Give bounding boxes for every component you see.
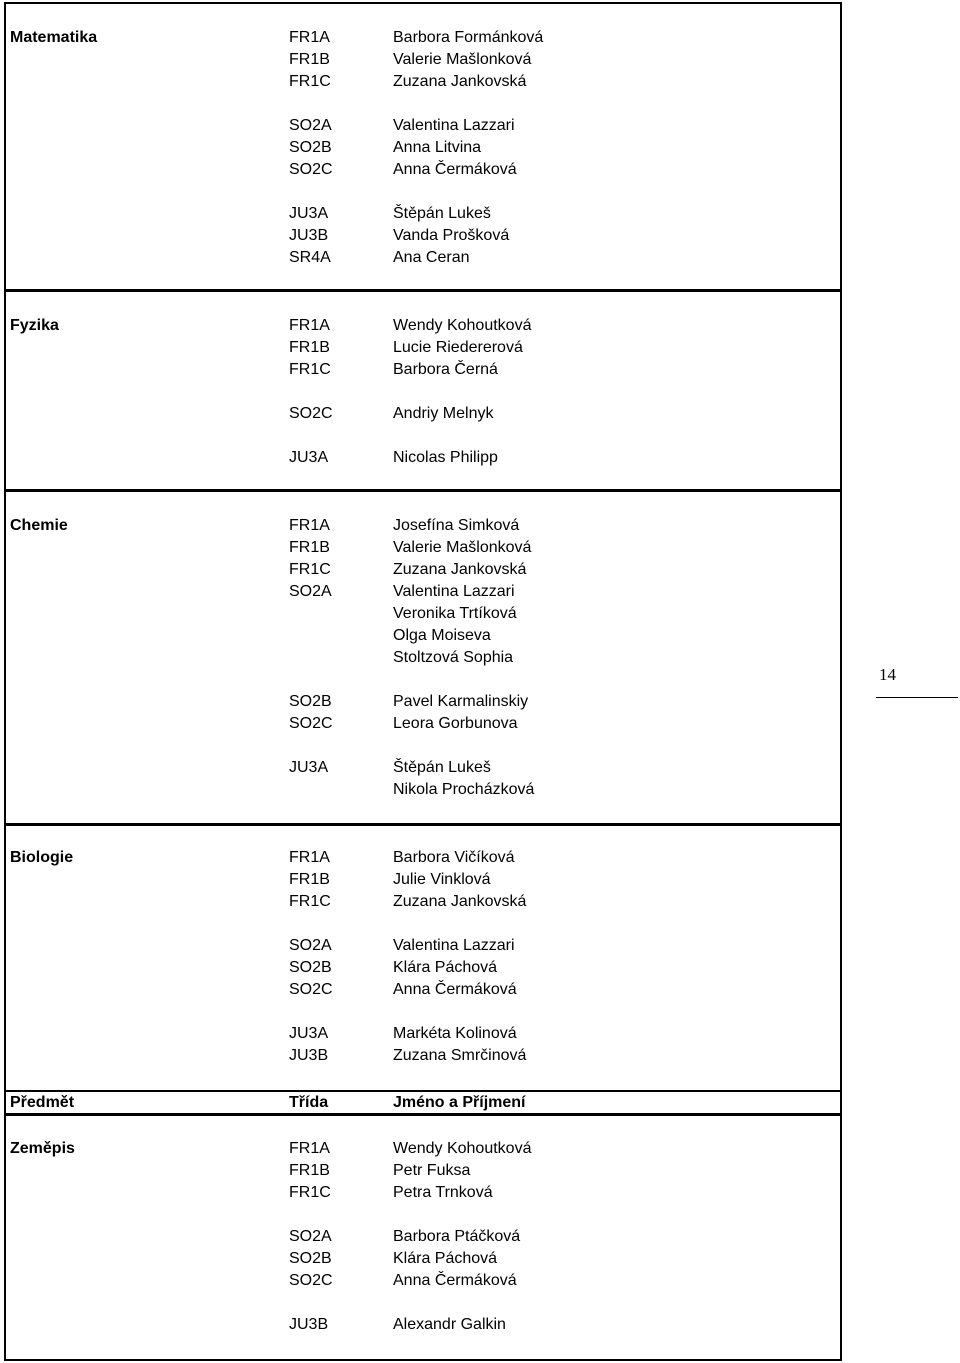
subject-matematika: Matematika: [10, 29, 98, 46]
class-fyzika-item: [289, 381, 333, 403]
name-zemepis-item: Petra Trnková: [393, 1184, 493, 1201]
class-fyzika-item: [289, 425, 333, 447]
class-zemepis-item: [289, 1292, 333, 1314]
name-matematika-item: Zuzana Jankovská: [393, 73, 527, 90]
name-matematika-item: Štěpán Lukeš: [393, 205, 491, 222]
page-number-rule: [876, 697, 958, 698]
name-chemie-item: Leora Gorbunova: [393, 715, 518, 732]
class-biologie-item: SO2A: [289, 937, 332, 954]
class-fyzika-item: JU3A: [289, 449, 329, 466]
name-chemie-item: [393, 669, 534, 691]
class-list-zemepis: [289, 1138, 333, 1336]
class-chemie-item: [289, 735, 333, 757]
name-chemie-item: Pavel Karmalinskiy: [393, 693, 529, 710]
name-chemie-item: Štěpán Lukeš: [393, 759, 491, 776]
class-zemepis-item: FR1C: [289, 1184, 331, 1201]
name-chemie-item: Nikola Procházková: [393, 781, 535, 798]
name-matematika-item: [393, 181, 543, 203]
class-chemie-item: SO2B: [289, 693, 332, 710]
class-fyzika-item: FR1C: [289, 361, 331, 378]
class-chemie-item: JU3A: [289, 759, 329, 776]
class-chemie-item: SO2A: [289, 583, 332, 600]
class-list-chemie: [289, 515, 333, 801]
name-matematika-item: Ana Ceran: [393, 249, 470, 266]
name-biologie-item: Julie Vinklová: [393, 871, 491, 888]
name-chemie-item: Stoltzová Sophia: [393, 649, 514, 666]
class-biologie-item: JU3A: [289, 1025, 329, 1042]
name-biologie-item: Zuzana Smrčinová: [393, 1047, 527, 1064]
class-chemie-item: [289, 625, 333, 647]
class-biologie-item: [289, 1001, 333, 1023]
class-zemepis-item: JU3B: [289, 1316, 329, 1333]
name-chemie-item: Veronika Trtíková: [393, 605, 517, 622]
name-fyzika-item: Lucie Riedererová: [393, 339, 523, 356]
name-biologie-item: Valentina Lazzari: [393, 937, 515, 954]
class-biologie-item: FR1B: [289, 871, 330, 888]
class-matematika-item: SR4A: [289, 249, 331, 266]
class-matematika-item: [289, 93, 333, 115]
class-chemie-item: [289, 647, 333, 669]
class-chemie-item: SO2C: [289, 715, 333, 732]
class-biologie-item: JU3B: [289, 1047, 329, 1064]
class-matematika-item: [289, 181, 333, 203]
name-fyzika-item: Nicolas Philipp: [393, 449, 498, 466]
class-biologie-item: SO2C: [289, 981, 333, 998]
name-fyzika-item: Wendy Kohoutková: [393, 317, 532, 334]
class-matematika-item: SO2B: [289, 139, 332, 156]
class-list-fyzika: [289, 315, 333, 469]
name-matematika-item: Barbora Formánková: [393, 29, 544, 46]
name-zemepis-item: Anna Čermáková: [393, 1272, 517, 1289]
header-name: Jméno a Příjmení: [393, 1094, 526, 1111]
name-matematika-item: Valerie Mašlonková: [393, 51, 532, 68]
class-zemepis-item: [289, 1204, 333, 1226]
class-zemepis-item: FR1A: [289, 1140, 330, 1157]
class-chemie-item: FR1C: [289, 561, 331, 578]
class-biologie-item: FR1A: [289, 849, 330, 866]
header-subject: Předmět: [10, 1094, 75, 1111]
class-biologie-item: [289, 913, 333, 935]
class-zemepis-item: SO2B: [289, 1250, 332, 1267]
name-fyzika-item: Barbora Černá: [393, 361, 498, 378]
class-matematika-item: JU3B: [289, 227, 329, 244]
name-chemie-item: Olga Moiseva: [393, 627, 491, 644]
class-biologie-item: FR1C: [289, 893, 331, 910]
class-zemepis-item: SO2A: [289, 1228, 332, 1245]
class-matematika-item: FR1C: [289, 73, 331, 90]
class-list-matematika: [289, 27, 333, 269]
class-chemie-item: [289, 669, 333, 691]
name-zemepis-item: Klára Páchová: [393, 1250, 498, 1267]
name-fyzika-item: [393, 425, 531, 447]
name-biologie-item: [393, 1001, 526, 1023]
class-fyzika-item: SO2C: [289, 405, 333, 422]
subject-chemie: Chemie: [10, 517, 68, 534]
name-biologie-item: Zuzana Jankovská: [393, 893, 527, 910]
class-fyzika-item: FR1A: [289, 317, 330, 334]
name-zemepis-item: Wendy Kohoutková: [393, 1140, 532, 1157]
class-matematika-item: SO2C: [289, 161, 333, 178]
class-matematika-item: FR1B: [289, 51, 330, 68]
name-biologie-item: Barbora Vičíková: [393, 849, 515, 866]
name-biologie-item: Markéta Kolinová: [393, 1025, 517, 1042]
name-matematika-item: Vanda Prošková: [393, 227, 510, 244]
name-list-fyzika: [393, 315, 531, 469]
class-chemie-item: [289, 603, 333, 625]
class-matematika-item: JU3A: [289, 205, 329, 222]
class-list-biologie: [289, 847, 333, 1067]
name-biologie-item: [393, 913, 526, 935]
subject-biologie: Biologie: [10, 849, 74, 866]
name-list-matematika: [393, 27, 543, 269]
name-chemie-item: Josefína Simková: [393, 517, 520, 534]
name-matematika-item: Anna Čermáková: [393, 161, 517, 178]
header-class: Třída: [289, 1094, 329, 1111]
name-chemie-item: Valentina Lazzari: [393, 583, 515, 600]
name-chemie-item: Valerie Mašlonková: [393, 539, 532, 556]
page-number: 14: [879, 665, 896, 684]
name-list-biologie: [393, 847, 526, 1067]
name-list-zemepis: [393, 1138, 531, 1336]
class-chemie-item: FR1B: [289, 539, 330, 556]
name-zemepis-item: Petr Fuksa: [393, 1162, 471, 1179]
name-fyzika-item: [393, 381, 531, 403]
name-zemepis-item: Barbora Ptáčková: [393, 1228, 521, 1245]
name-zemepis-item: [393, 1204, 531, 1226]
class-zemepis-item: FR1B: [289, 1162, 330, 1179]
name-list-chemie: [393, 515, 534, 801]
class-matematika-item: FR1A: [289, 29, 330, 46]
class-chemie-item: FR1A: [289, 517, 330, 534]
subject-fyzika: Fyzika: [10, 317, 59, 334]
name-biologie-item: Anna Čermáková: [393, 981, 517, 998]
name-biologie-item: Klára Páchová: [393, 959, 498, 976]
name-zemepis-item: Alexandr Galkin: [393, 1316, 506, 1333]
name-matematika-item: Anna Litvina: [393, 139, 482, 156]
subject-zemepis: Zeměpis: [10, 1140, 75, 1157]
name-zemepis-item: [393, 1292, 531, 1314]
class-zemepis-item: SO2C: [289, 1272, 333, 1289]
name-fyzika-item: Andriy Melnyk: [393, 405, 494, 422]
name-matematika-item: [393, 93, 543, 115]
class-biologie-item: SO2B: [289, 959, 332, 976]
name-matematika-item: Valentina Lazzari: [393, 117, 515, 134]
class-matematika-item: SO2A: [289, 117, 332, 134]
name-chemie-item: Zuzana Jankovská: [393, 561, 527, 578]
class-chemie-item: [289, 779, 333, 801]
name-chemie-item: [393, 735, 534, 757]
class-fyzika-item: FR1B: [289, 339, 330, 356]
